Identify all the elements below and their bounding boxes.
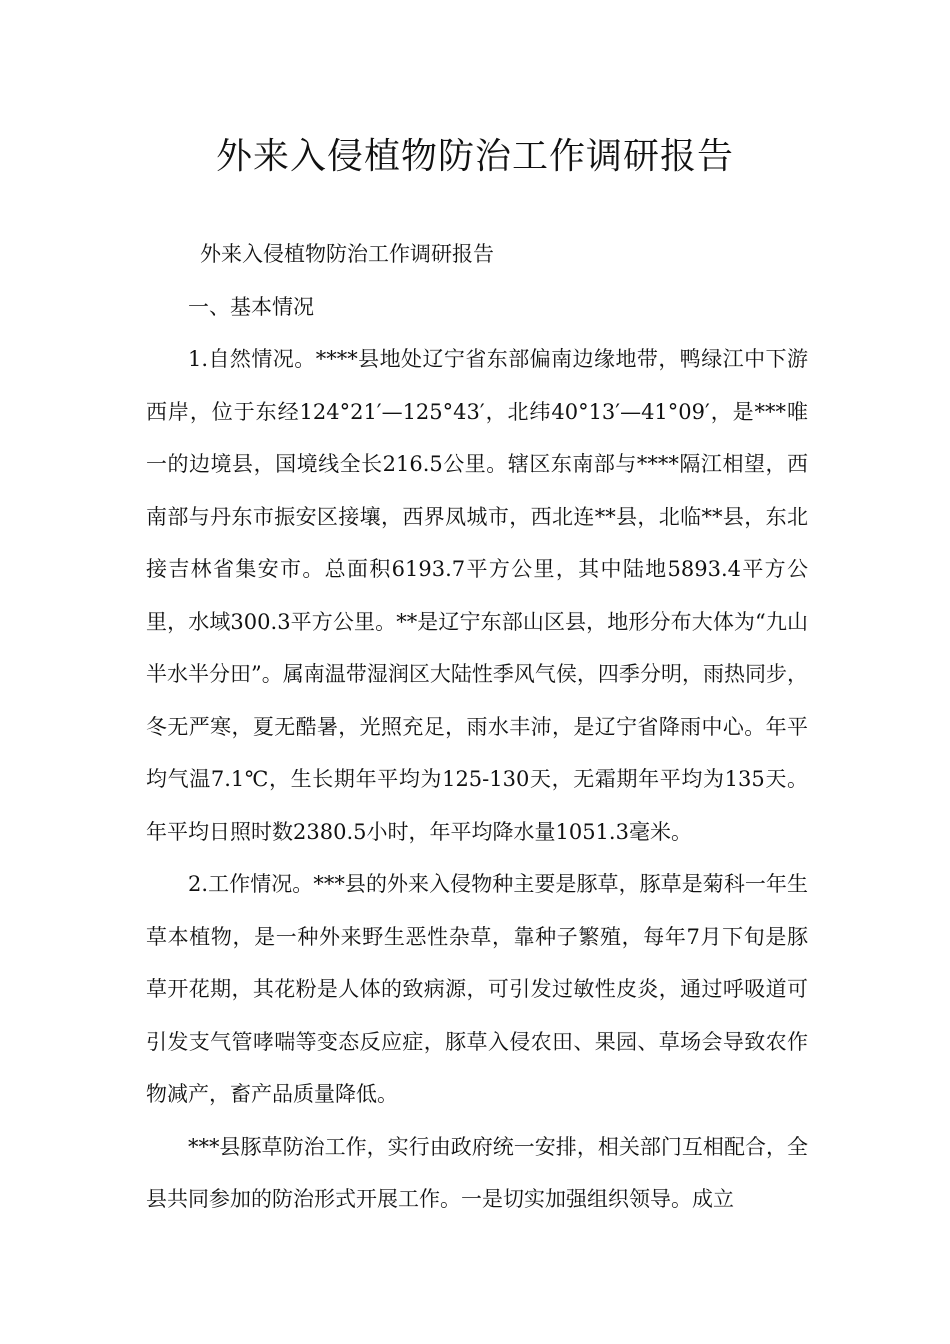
body-paragraph-natural-conditions: 1.自然情况。****县地处辽宁省东部偏南边缘地带，鸭绿江中下游西岸，位于东经124°21′—125°43′，北纬40°13′—41°09′，是***唯一的边境县，国境线全长216.5公里。辖区东南部与****隔江相望，西南部与丹东市振安区接壤，西界凤城市，西北连**县，北临**县，东北接吉林省集安市。总面积6193.7平方公里，其中陆地5893.4平方公里，水域300.3平方公里。**是辽宁东部山区县，地形分布大体为“九山半水半分田”。属南温带湿润区大陆性季风气侯，四季分明，雨热同步，冬无严寒，夏无酷暑，光照充足，雨水丰沛，是辽宁省降雨中心。年平均气温7.1℃，生长期年平均为125-130天，无霜期年平均为135天。年平均日照时数2380.5小时，年平均降水量1051.3毫米。 bbox=[146, 347, 808, 844]
body-paragraph-prevention-work: ***县豚草防治工作，实行由政府统一安排，相关部门互相配合，全县共同参加的防治形式开展工作。一是切实加强组织领导。成立 bbox=[146, 1134, 808, 1211]
document-body bbox=[146, 228, 808, 1226]
body-paragraph-work-status: 2.工作情况。***县的外来入侵物种主要是豚草，豚草是菊科一年生草本植物，是一种外来野生恶性杂草，靠种子繁殖，每年7月下旬是豚草开花期，其花粉是人体的致病源，可引发过敏性皮炎，通过呼吸道可引发支气管哮喘等变态反应症，豚草入侵农田、果园、草场会导致农作物减产，畜产品质量降低。 bbox=[146, 872, 808, 1106]
section-heading: 一、基本情况 bbox=[188, 294, 314, 319]
subtitle-paragraph: 外来入侵植物防治工作调研报告 bbox=[200, 242, 494, 266]
document-title: 外来入侵植物防治工作调研报告 bbox=[215, 136, 734, 177]
